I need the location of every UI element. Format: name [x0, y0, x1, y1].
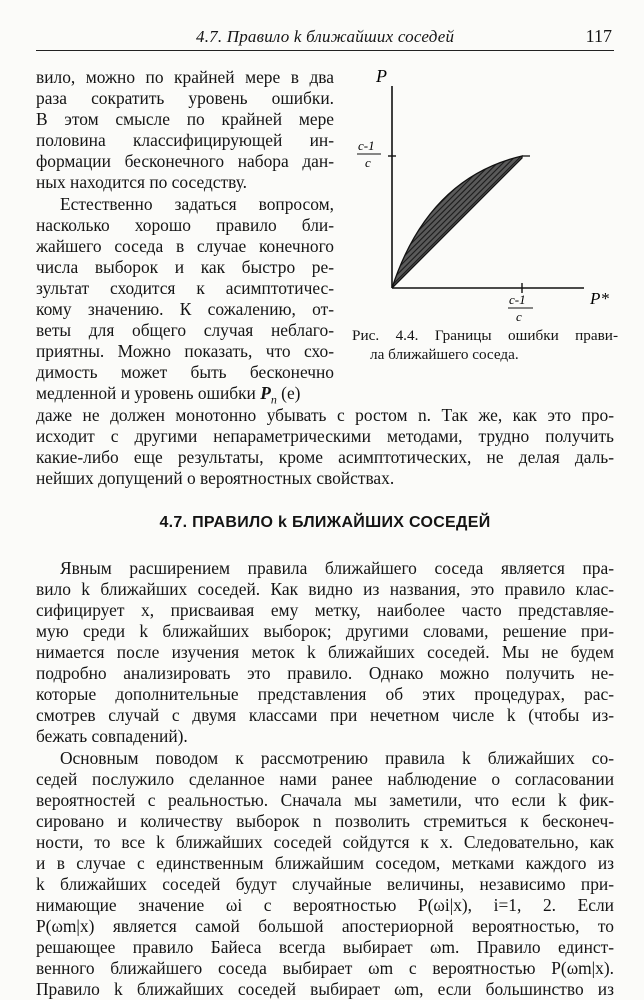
para4-line-1: Основным поводом к рассмотрению правила k ближайших со-	[60, 748, 614, 768]
para4-line-7: k ближайших соседей будут случайные величины, независимо при-	[36, 874, 614, 894]
para3-line-6: подробно анализировать это правило. Однако можно получить не-	[36, 663, 614, 683]
para2-line-9: димость может быть бесконечно	[36, 362, 334, 382]
para1-line-5: формации бесконечного набора дан-	[36, 151, 334, 171]
para4-line-9: P(ωm|x) является самой большой апостериорной вероятностью, то	[36, 916, 614, 936]
para2-line-1: Естественно задаться вопросом,	[60, 194, 334, 214]
caption-line-2: ла ближайшего соседа.	[370, 346, 519, 363]
para4-line-4: сировано и количеству выборок n позволить стремиться к бесконеч-	[36, 811, 614, 831]
page-number: 117	[585, 26, 612, 46]
para4-line-2: седей послужило сделанное нами ранее наблюдение о согласовании	[36, 769, 614, 789]
para2-line-4: числа выборок и как быстро ре-	[36, 257, 334, 277]
para3-line-2: вило k ближайших соседей. Как видно из названия, это правило клас-	[36, 579, 614, 599]
figure-error-bounds	[356, 66, 616, 360]
section-title: 4.7. ПРАВИЛО k БЛИЖАЙШИХ СОСЕДЕЙ	[159, 514, 491, 531]
para2-full-line-2: исходит с другими непараметрическими методами, трудно получить	[36, 426, 614, 446]
x-axis-label: P*	[590, 289, 609, 308]
error-argument: (e)	[276, 383, 301, 403]
para4-line-6: и в случае с единственным ближайшим соседом, метками каждого из	[36, 853, 614, 873]
error-bound-region	[392, 156, 522, 288]
error-symbol: P	[260, 383, 271, 403]
x-tick-numerator: c-1	[509, 292, 526, 307]
para1-line-3: В этом смысле по крайней мере	[36, 109, 334, 129]
para1-line-4: половина классифицирующей ин-	[36, 130, 334, 150]
y-tick-denominator: c	[365, 155, 371, 170]
figure-caption	[352, 326, 618, 364]
para2-line-5: зультат сходится к асимптотичес-	[36, 278, 334, 298]
para3-line-5: нимается после изучения меток k ближайших соседей. Мы не будем	[36, 642, 614, 662]
para2-line-8: приятны. Можно показать, что схо-	[36, 341, 334, 361]
para3-line-8: смотрев случай с двумя классами при нечетном числе k (чтобы из-	[36, 705, 614, 725]
para3-line-1: Явным расширением правила ближайшего соседа является пра-	[60, 558, 614, 578]
para2-line-2: насколько хорошо правило бли-	[36, 215, 334, 235]
para2-line-7: веты для общего случая неблаго-	[36, 320, 334, 340]
para2-line-3: жайшего соседа в случае конечного	[36, 236, 334, 256]
para4-line-12: Правило k ближайших соседей выбирает ωm, если большинство из	[36, 979, 614, 999]
para2-line-10-text: медленной и уровень ошибки	[36, 383, 261, 403]
error-subscript: n	[270, 392, 277, 407]
para4-line-11: венного ближайшего соседа выбирает ωm с вероятностью P(ωm|x).	[36, 958, 614, 978]
para3-line-7: которые дополнительные представления об этих процедурах, рас-	[36, 684, 614, 704]
y-axis-label: P	[376, 66, 387, 86]
para1-line-1: вило, можно по крайней мере в два	[36, 67, 334, 87]
para4-line-5: ности, то все k ближайших соседей сойдутся к x. Следовательно, как	[36, 832, 614, 852]
para2-line-6: кому значению. К сожалению, от-	[36, 299, 334, 319]
para1-line-6: ных находится по соседству.	[36, 172, 248, 192]
caption-line-1: Рис. 4.4. Границы ошибки прави-	[352, 327, 618, 344]
para4-line-8: нимающие значение ωi с вероятностью P(ωi|x), i=1, 2. Если	[36, 895, 614, 915]
x-tick-denominator: c	[516, 309, 522, 324]
running-header	[36, 26, 614, 51]
running-title: 4.7. Правило k ближайших соседей	[196, 27, 455, 46]
para2-full-line-4: нейших допущений о вероятностных свойствах.	[36, 468, 395, 488]
para1-line-2: раза сократить уровень ошибки.	[36, 88, 334, 108]
para3-line-3: сифицирует x, присваивая ему метку, наиболее часто представляе-	[36, 600, 614, 620]
y-tick-numerator: c-1	[358, 138, 375, 153]
para3-line-9: бежать совпадений).	[36, 726, 188, 746]
para2-full-line-1: даже не должен монотонно убывать с ростом n. Так же, как это про-	[36, 405, 614, 425]
para4-line-3: вероятностей с реальностью. Сначала мы заметили, что если k фик-	[36, 790, 614, 810]
para3-line-4: мую среди k ближайших выборок; другими словами, решение при-	[36, 621, 614, 641]
para2-full-line-3: какие-либо еще результаты, кроме асимптотических, не делая даль-	[36, 447, 614, 467]
para4-line-10: решающее правило Байеса всегда выбирает ωm. Правило единст-	[36, 937, 614, 957]
